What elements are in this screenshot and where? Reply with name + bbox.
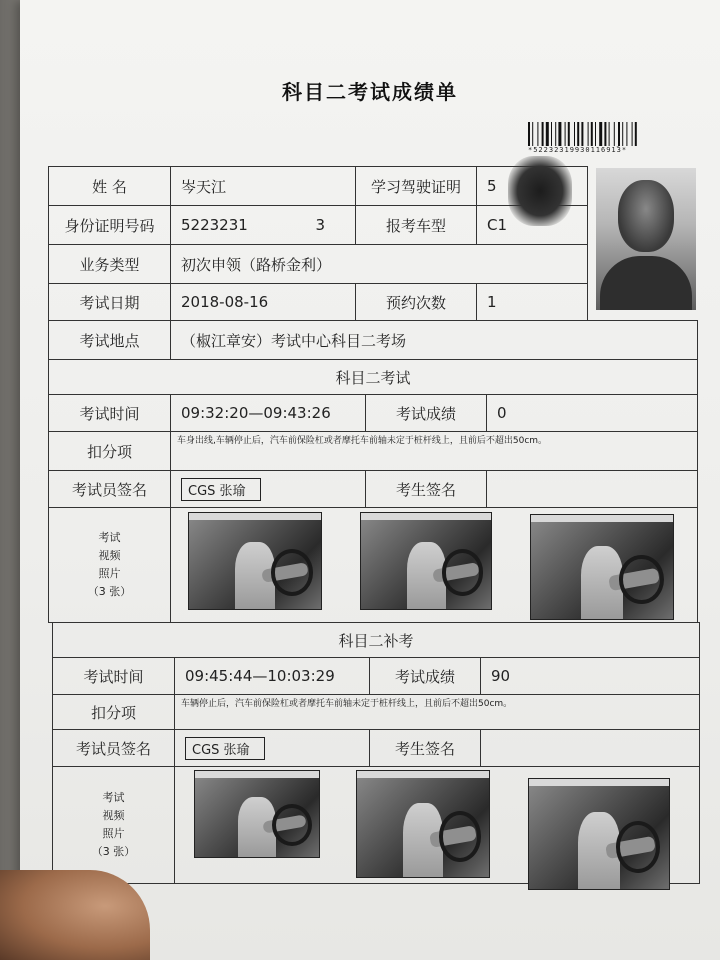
exam-place-label: 考试地点 <box>48 320 171 360</box>
video-label-line: 考试 <box>98 531 121 544</box>
car-type-value: C1 <box>476 205 588 245</box>
name-value: 岑天江 <box>170 166 356 206</box>
s1-deduction-value: 车身出线,车辆停止后，汽车前保险杠或者摩托车前轴未定于桩杆线上，且前后不超出50cm。 <box>170 431 698 471</box>
id-no-tail: 3 <box>315 216 325 234</box>
s1-examiner-signature: CGS 张瑜 <box>181 478 261 501</box>
car-type-label: 报考车型 <box>355 205 477 245</box>
barcode-number: *5223231993011691̄3* <box>528 146 628 154</box>
s1-exam-time-value: 09:32:20—09:43:26 <box>170 394 366 432</box>
s2-exam-score-value: 90 <box>480 657 700 695</box>
s2-video-photo-3 <box>528 778 670 890</box>
video-label-line: 考试 <box>102 791 125 804</box>
business-type-label: 业务类型 <box>48 244 171 284</box>
s1-exam-score-value: 0 <box>486 394 698 432</box>
exam-place-value: （椒江章安）考试中心科目二考场 <box>170 320 698 360</box>
section-1-title: 科目二考试 <box>48 359 698 395</box>
s2-candidate-sig-value <box>480 729 700 767</box>
candidate-photo <box>596 168 696 310</box>
s1-examiner-label: 考试员签名 <box>48 470 171 508</box>
s2-exam-score-label: 考试成绩 <box>369 657 481 695</box>
video-label-line: （3 张） <box>87 585 132 598</box>
exam-date-label: 考试日期 <box>48 283 171 321</box>
s2-candidate-sig-label: 考生签名 <box>369 729 481 767</box>
id-no-label: 身份证明号码 <box>48 205 171 245</box>
photo-head-blur <box>618 180 674 252</box>
s2-examiner-label: 考试员签名 <box>52 729 175 767</box>
booking-count-label: 预约次数 <box>355 283 477 321</box>
name-label: 姓 名 <box>48 166 171 206</box>
s2-examiner-cell <box>174 729 370 767</box>
s1-video-photo-2 <box>360 512 492 610</box>
video-label-line: 照片 <box>102 827 125 840</box>
s2-examiner-signature: CGS 张瑜 <box>185 737 265 760</box>
s1-video-photo-1 <box>188 512 322 610</box>
s1-video-photo-3 <box>530 514 674 620</box>
finger-thumb <box>0 870 150 960</box>
license-label: 学习驾驶证明 <box>355 166 477 206</box>
exam-date-value: 2018-08-16 <box>170 283 356 321</box>
video-label-line: 视频 <box>102 809 125 822</box>
id-no-head: 5223231 <box>181 216 248 234</box>
s2-video-photo-2 <box>356 770 490 878</box>
s2-deduction-value: 车辆停止后，汽车前保险杠或者摩托车前轴未定于桩杆线上，且前后不超出50cm。 <box>174 694 700 730</box>
booking-count-value: 1 <box>476 283 588 321</box>
video-label-line: 视频 <box>98 549 121 562</box>
s1-exam-score-label: 考试成绩 <box>365 394 487 432</box>
s2-deduction-label: 扣分项 <box>52 694 175 730</box>
s1-video-label <box>48 507 171 623</box>
page-title: 科目二考试成绩单 <box>282 80 458 104</box>
section-2-title: 科目二补考 <box>52 622 700 658</box>
s2-exam-time-value: 09:45:44—10:03:29 <box>174 657 370 695</box>
video-label-line: （3 张） <box>91 845 136 858</box>
s1-exam-time-label: 考试时间 <box>48 394 171 432</box>
s2-exam-time-label: 考试时间 <box>52 657 175 695</box>
photo-body <box>600 256 692 310</box>
s1-candidate-sig-value <box>486 470 698 508</box>
license-value: 5 <box>476 166 588 206</box>
business-type-value: 初次申领（路桥金利） <box>170 244 588 284</box>
s1-deduction-label: 扣分项 <box>48 431 171 471</box>
s1-candidate-sig-label: 考生签名 <box>365 470 487 508</box>
s1-examiner-cell <box>170 470 366 508</box>
video-label-line: 照片 <box>98 567 121 580</box>
redaction-license <box>508 156 572 226</box>
s2-video-photo-1 <box>194 770 320 858</box>
s2-video-label <box>52 766 175 884</box>
barcode <box>528 122 698 146</box>
